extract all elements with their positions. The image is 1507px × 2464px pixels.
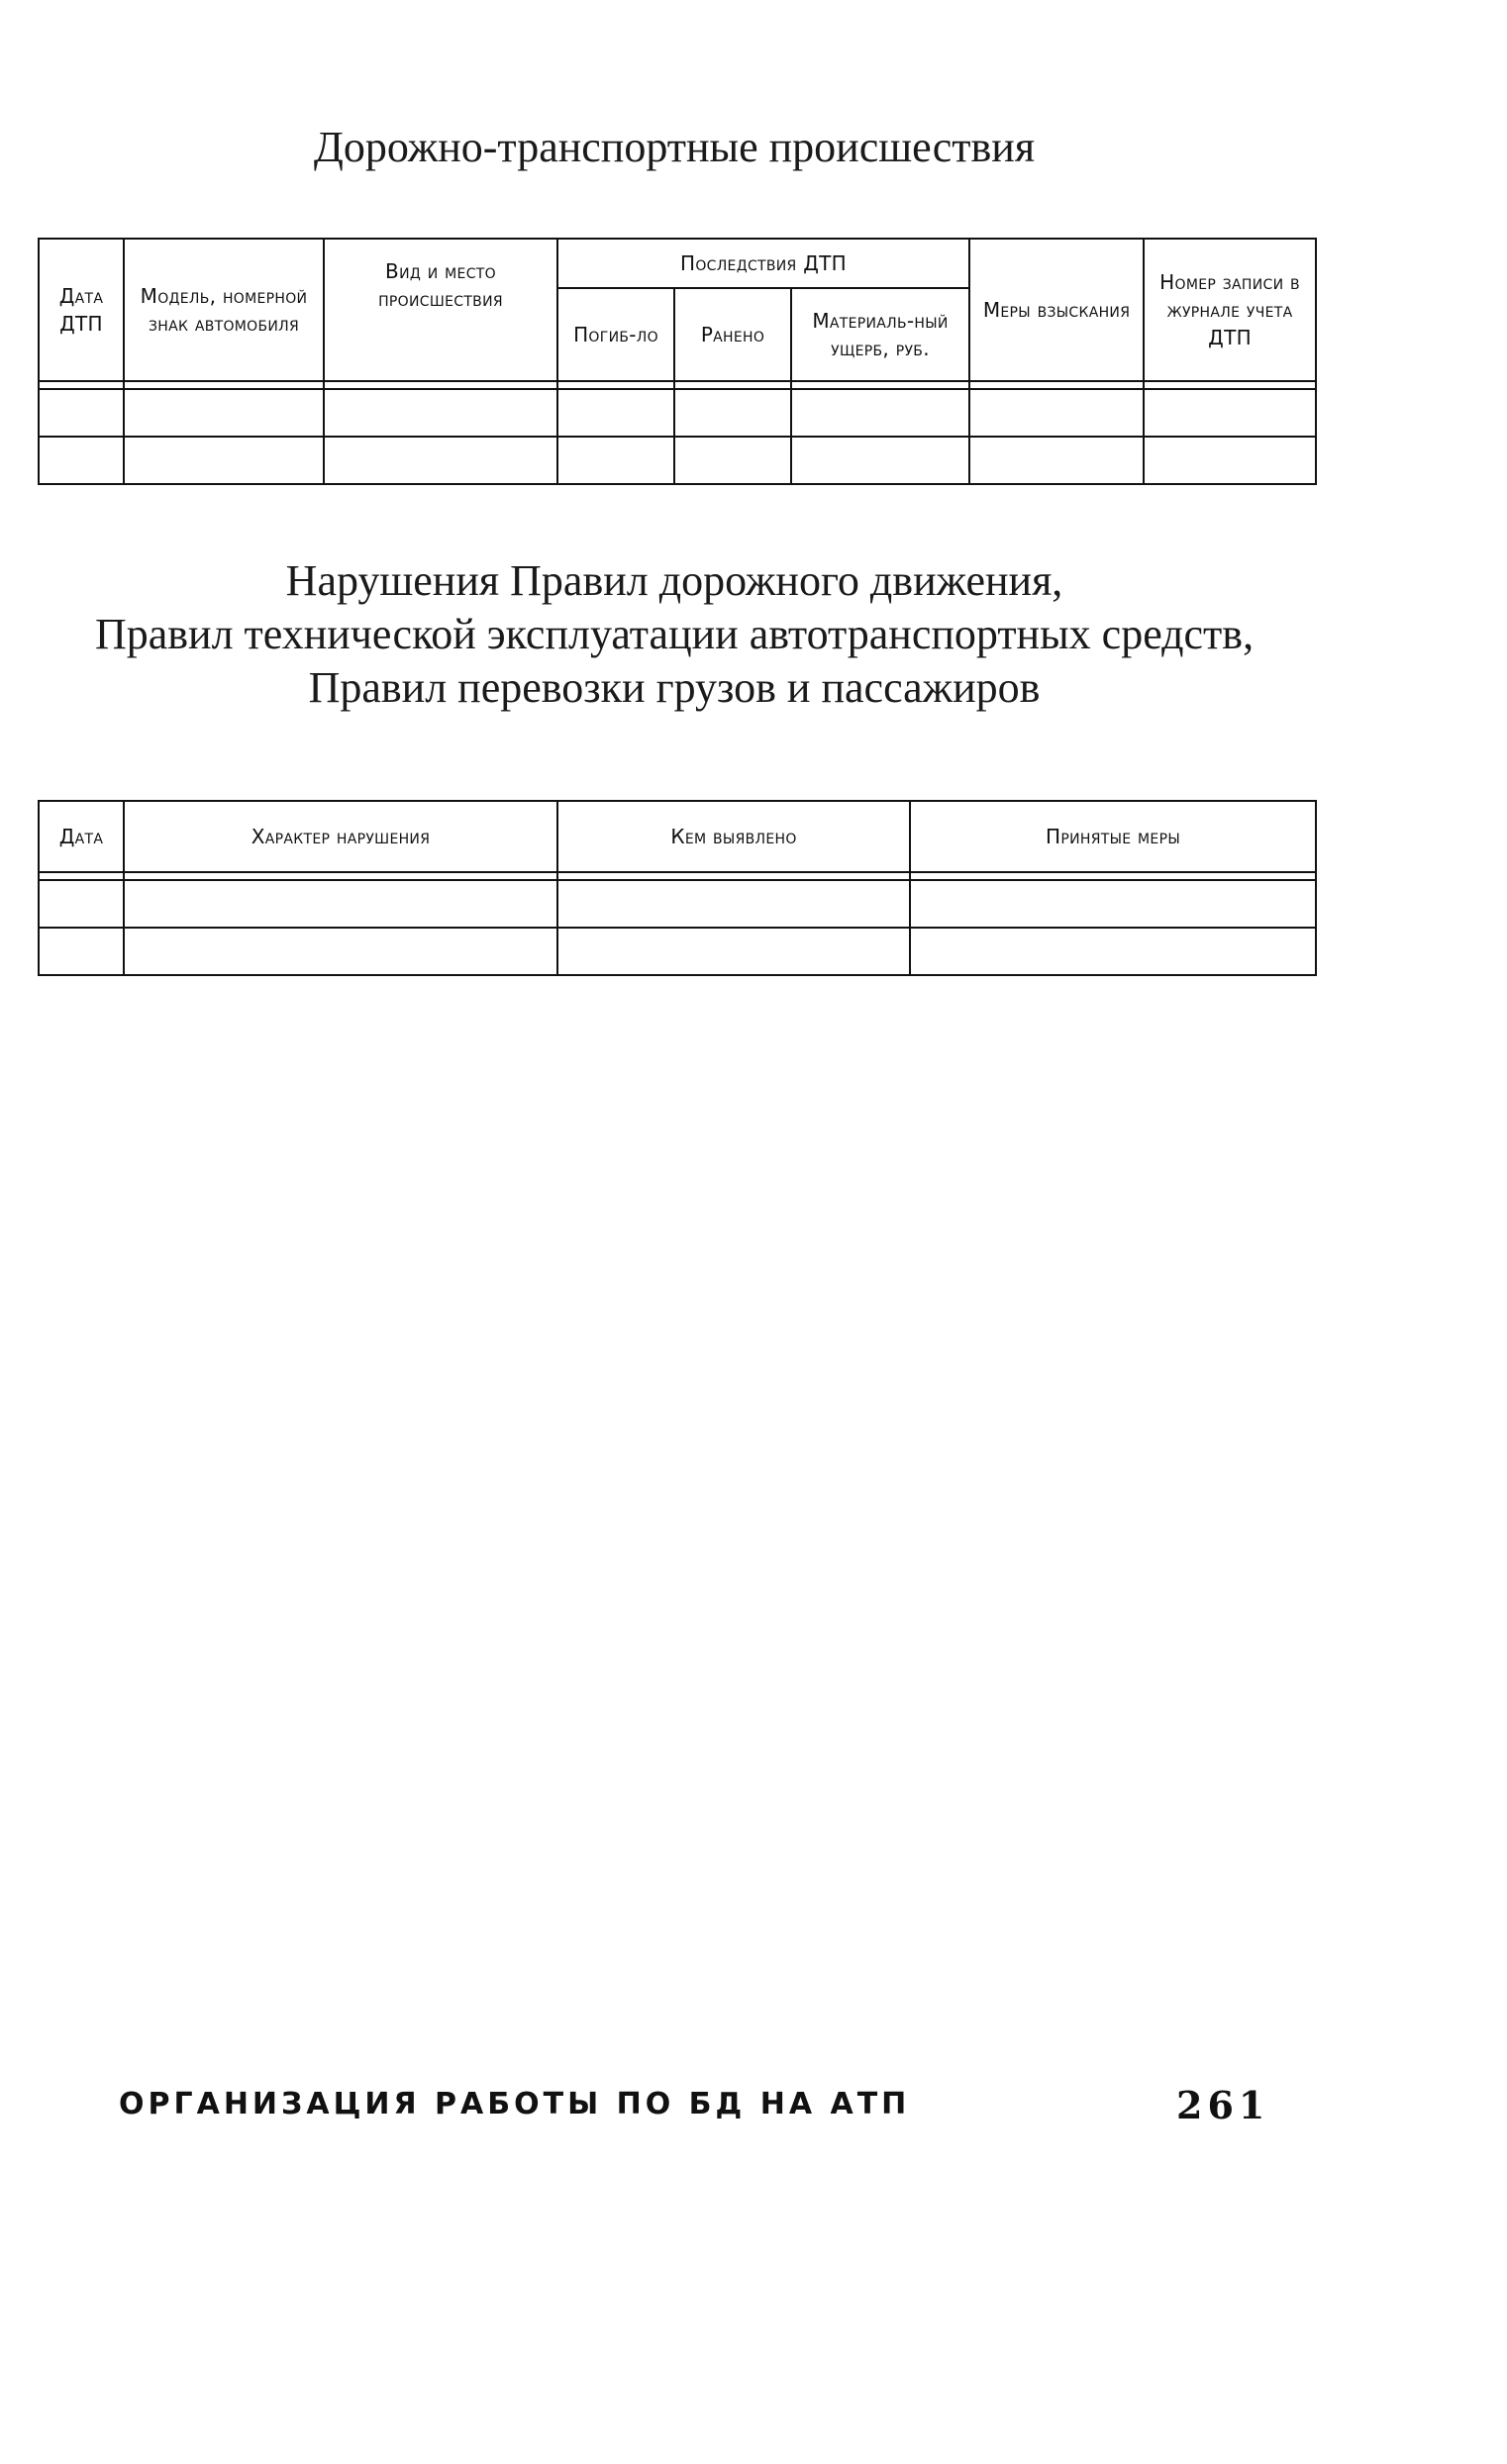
table-cell[interactable] [791,437,969,484]
table-cell[interactable] [1144,437,1316,484]
table-cell[interactable] [39,928,124,975]
header-date: Дата [39,801,124,872]
table-cell[interactable] [791,389,969,437]
header-violation: Характер нарушения [124,801,557,872]
table-cell[interactable] [557,928,910,975]
table-cell[interactable] [124,437,324,484]
table-cell[interactable] [910,880,1316,928]
page-number: 261 [1176,2083,1270,2127]
table-cell[interactable] [674,437,791,484]
table-cell[interactable] [557,437,674,484]
table-cell[interactable] [969,389,1144,437]
running-footer: ОРГАНИЗАЦИЯ РАБОТЫ ПО БД НА АТП [119,2087,911,2121]
table-cell[interactable] [1144,389,1316,437]
table-row [39,389,1316,437]
violations-title-line: Нарушения Правил дорожного движения, [285,556,1063,605]
table-cell[interactable] [674,389,791,437]
header-model: Модель, номерной знак автомобиля [124,239,324,381]
header-consequences: Последствия ДТП [557,239,969,288]
accidents-title: Дорожно-транспортные происшествия [313,123,1036,171]
header-measures: Меры взыскания [969,239,1144,381]
table-cell[interactable] [124,928,557,975]
table-cell[interactable] [39,437,124,484]
table-cell[interactable] [39,389,124,437]
table-cell[interactable] [124,880,557,928]
header-date: Дата ДТП [39,239,124,381]
header-type-place: Вид и место происшествия [324,239,557,381]
header-record-number: Номер записи в журнале учета ДТП [1144,239,1316,381]
violations-title [0,554,1349,715]
header-injured: Ранено [674,288,791,381]
header-killed: Погиб-ло [557,288,674,381]
table-cell[interactable] [557,389,674,437]
table-row [39,437,1316,484]
accidents-table [38,238,1317,485]
violations-table [38,800,1317,976]
violations-title-line: Правил перевозки грузов и пассажиров [308,663,1041,712]
table-cell[interactable] [969,437,1144,484]
table-cell[interactable] [39,880,124,928]
table-row [39,928,1316,975]
table-cell[interactable] [324,437,557,484]
table-cell[interactable] [910,928,1316,975]
table-cell[interactable] [124,389,324,437]
table-row [39,880,1316,928]
header-detected-by: Кем выявлено [557,801,910,872]
header-damage: Материаль-ный ущерб, руб. [791,288,969,381]
table-cell[interactable] [557,880,910,928]
violations-title-line: Правил технической эксплуатации автотранспортных средств, [94,610,1255,658]
table-cell[interactable] [324,389,557,437]
header-measures-taken: Принятые меры [910,801,1316,872]
